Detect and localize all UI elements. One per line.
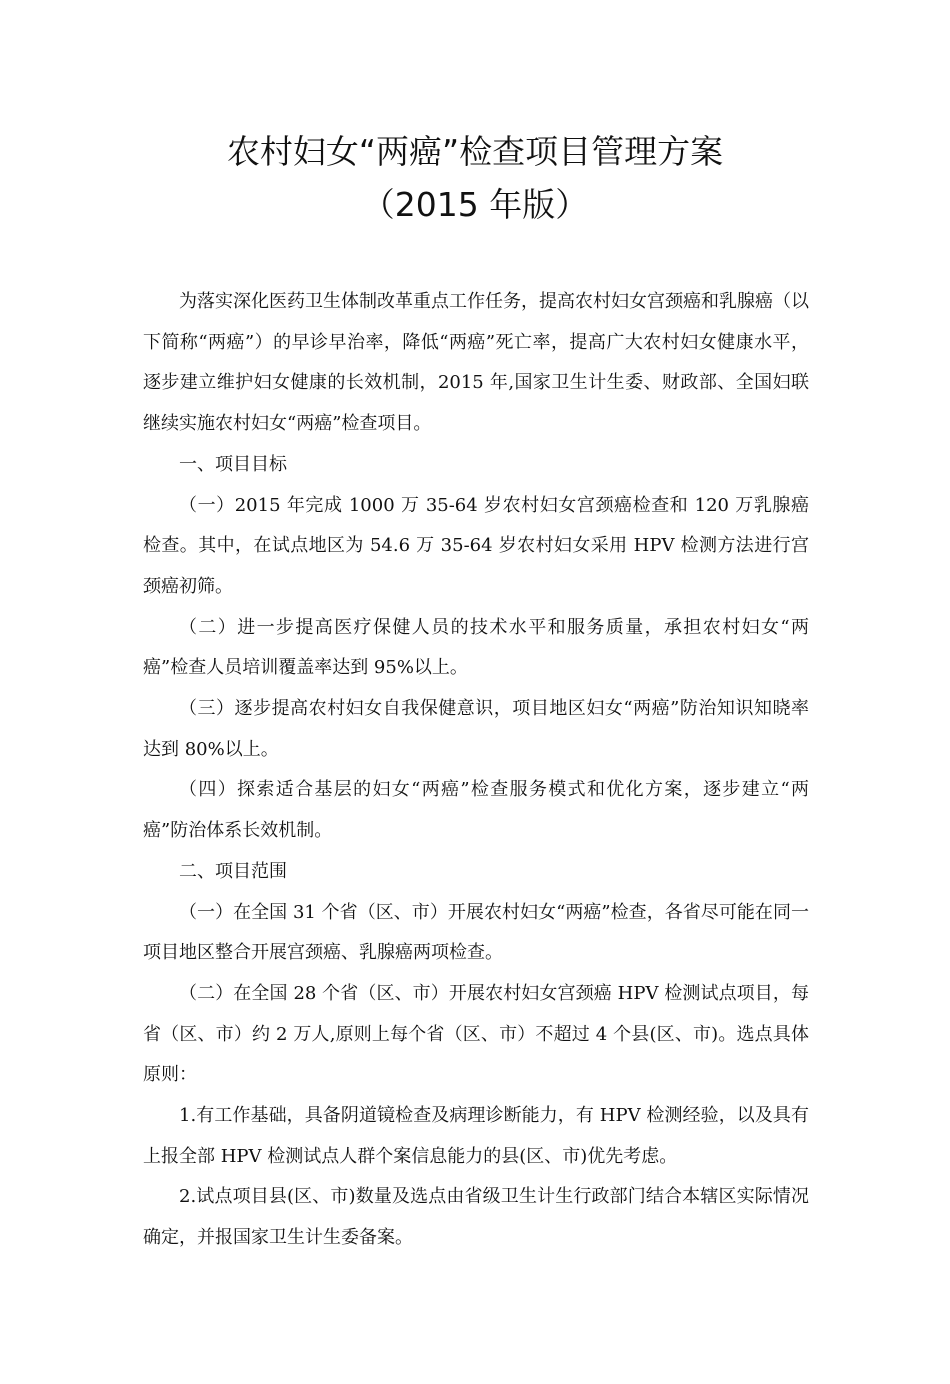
principle-item-1: 1.有工作基础，具备阴道镜检查及病理诊断能力，有 HPV 检测经验，以及具有上报全部 HPV 检测试点人群个案信息能力的县(区、市)优先考虑。	[143, 1105, 809, 1167]
document-body	[143, 282, 809, 1259]
document-subtitle: （2015 年版）	[361, 185, 589, 224]
goal-item-4: （四）探索适合基层的妇女“两癌”检查服务模式和优化方案，逐步建立“两癌”防治体系长效机制。	[143, 779, 809, 842]
scope-item-2: （二）在全国 28 个省（区、市）开展农村妇女宫颈癌 HPV 检测试点项目，每省（区、市）约 2 万人,原则上每个省（区、市）不超过 4 个县(区、市)。选点具体原则：	[143, 982, 809, 1086]
goal-item-1: （一）2015 年完成 1000 万 35-64 岁农村妇女宫颈癌检查和 120 万乳腺癌检查。其中，在试点地区为 54.6 万 35-64 岁农村妇女采用 HPV 检测方法进行宫颈癌初筛。	[143, 494, 809, 597]
title-block	[0, 124, 950, 230]
principle-item-2: 2.试点项目县(区、市)数量及选点由省级卫生计生行政部门结合本辖区实际情况确定，并报国家卫生计生委备案。	[143, 1186, 809, 1249]
goal-item-3: （三）逐步提高农村妇女自我保健意识，项目地区妇女“两癌”防治知识知晓率达到 80%以上。	[143, 698, 809, 760]
section-heading-scope: 二、项目范围	[179, 860, 287, 882]
section-heading-goals: 一、项目目标	[179, 453, 287, 475]
intro-paragraph: 为落实深化医药卫生体制改革重点工作任务，提高农村妇女宫颈癌和乳腺癌（以下简称“两癌”）的早诊早治率，降低“两癌”死亡率，提高广大农村妇女健康水平，逐步建立维护妇女健康的长效机制，2015 年,国家卫生计生委、财政部、全国妇联继续实施农村妇女“两癌”检查项目。	[143, 291, 809, 435]
goal-item-2: （二）进一步提高医疗保健人员的技术水平和服务质量，承担农村妇女“两癌”检查人员培训覆盖率达到 95%以上。	[143, 616, 809, 679]
scope-item-1: （一）在全国 31 个省（区、市）开展农村妇女“两癌”检查，各省尽可能在同一项目地区整合开展宫颈癌、乳腺癌两项检查。	[143, 901, 809, 964]
document-title: 农村妇女“两癌”检查项目管理方案	[226, 132, 724, 171]
